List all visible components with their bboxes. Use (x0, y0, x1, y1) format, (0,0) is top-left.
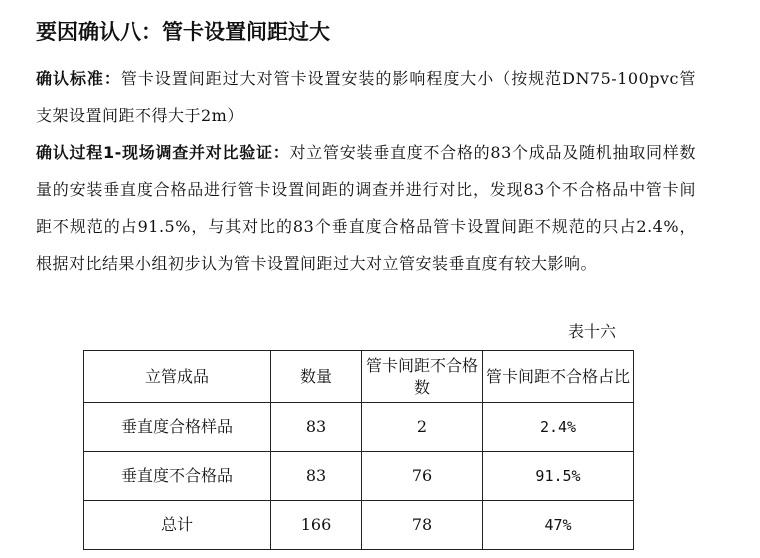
process-text: 对立管安装垂直度不合格的83个成品及随机抽取同样数量的安装垂直度合格品进行管卡设置间距的调查并进行对比，发现83个不合格品中管卡间距不规范的占91.5%，与其对比的83个垂直度合格品管卡设置间距不规范的只占2.4%，根据对比结果小组初步认为管卡设置间距过大对立管安装垂直度有较大影响。 (36, 143, 696, 273)
confirmation-standard (36, 60, 696, 134)
table-cell: 47% (483, 501, 634, 550)
table-cell: 83 (271, 452, 362, 501)
table-cell: 2 (362, 403, 483, 452)
table-cell: 78 (362, 501, 483, 550)
table-caption: 表十六 (568, 322, 617, 341)
table-row (84, 403, 634, 452)
confirmation-process (36, 134, 696, 282)
table-row (84, 501, 634, 550)
standard-text: 管卡设置间距过大对管卡设置安装的影响程度大小（按规范DN75-100pvc管支架设置间距不得大于2m） (36, 69, 696, 125)
table-cell: 垂直度合格样品 (84, 403, 271, 452)
table-cell: 76 (362, 452, 483, 501)
standard-label: 确认标准： (36, 69, 121, 88)
process-label: 确认过程1-现场调查并对比验证： (36, 143, 290, 162)
table-header-row (84, 351, 634, 403)
section-title: 要因确认八：管卡设置间距过大 (36, 20, 330, 44)
comparison-table (83, 350, 634, 550)
table-cell: 总计 (84, 501, 271, 550)
table-cell: 91.5% (483, 452, 634, 501)
table-cell: 2.4% (483, 403, 634, 452)
table-cell: 垂直度不合格品 (84, 452, 271, 501)
header-cell: 管卡间距不合格数 (362, 351, 483, 403)
header-cell: 管卡间距不合格占比 (483, 351, 634, 403)
table-row (84, 452, 634, 501)
table-cell: 83 (271, 403, 362, 452)
header-cell: 立管成品 (84, 351, 271, 403)
header-cell: 数量 (271, 351, 362, 403)
table-cell: 166 (271, 501, 362, 550)
